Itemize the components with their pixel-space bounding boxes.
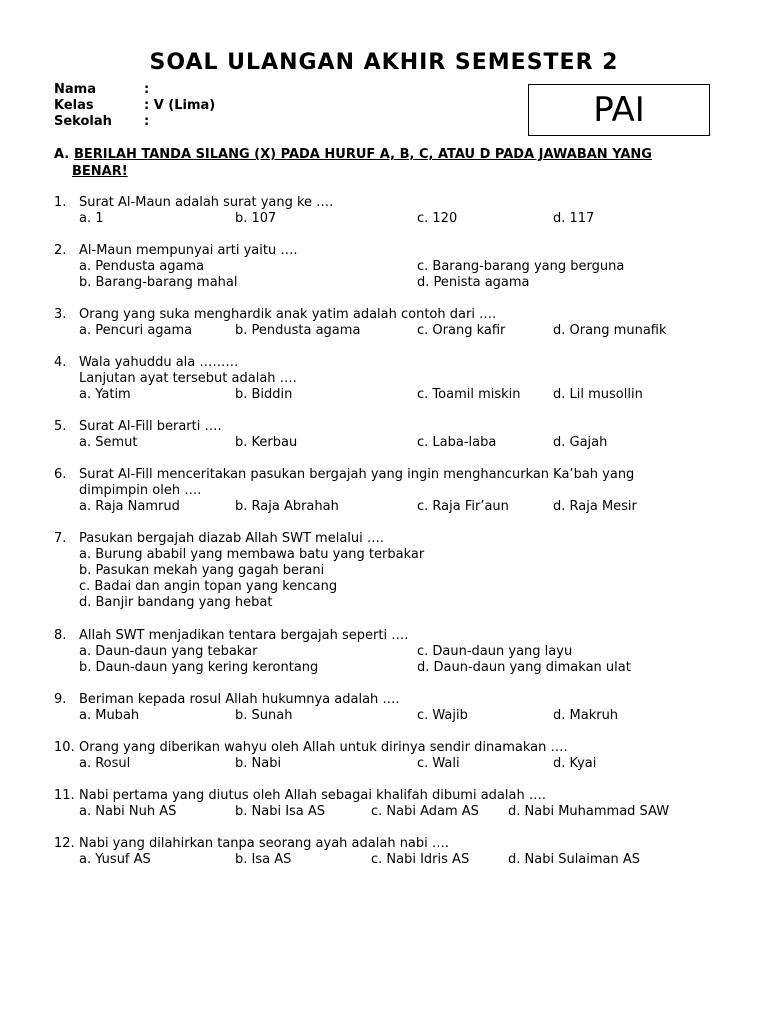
option-a[interactable]: a. Nabi Nuh AS xyxy=(79,804,177,819)
option-c[interactable]: c. Badai dan angin topan yang kencang xyxy=(79,579,338,594)
option-a[interactable]: a. Pendusta agama xyxy=(79,259,205,274)
option-c[interactable]: c. Laba-laba xyxy=(417,435,497,450)
question-stem: Surat Al-Maun adalah surat yang ke …. xyxy=(79,195,334,210)
nama-row xyxy=(54,82,215,98)
question-7 xyxy=(54,531,734,611)
question-10 xyxy=(54,740,734,772)
question-number: 4. xyxy=(54,355,67,370)
option-c[interactable]: c. Orang kafir xyxy=(417,323,506,338)
question-stem: Pasukan bergajah diazab Allah SWT melalui …. xyxy=(79,531,385,546)
question-number: 9. xyxy=(54,692,67,707)
option-c[interactable]: c. Daun-daun yang layu xyxy=(417,644,573,659)
nama-value: : xyxy=(144,82,150,97)
options-row xyxy=(79,804,734,820)
option-d[interactable]: d. Nabi Muhammad SAW xyxy=(508,804,670,819)
options-row xyxy=(79,387,734,403)
question-stem: Orang yang diberikan wahyu oleh Allah untuk dirinya sendir dinamakan …. xyxy=(79,740,568,755)
instruction-line-1: BERILAH TANDA SILANG (X) PADA HURUF A, B, C, ATAU D PADA JAWABAN YANG xyxy=(74,147,652,162)
option-b[interactable]: b. Isa AS xyxy=(235,852,292,867)
nama-label: Nama xyxy=(54,82,96,97)
option-d[interactable]: d. Makruh xyxy=(553,708,619,723)
question-6 xyxy=(54,467,734,515)
option-b[interactable]: b. Daun-daun yang kering kerontang xyxy=(79,660,319,675)
kelas-row xyxy=(54,98,215,114)
question-3 xyxy=(54,307,734,339)
kelas-value: : V (Lima) xyxy=(144,98,216,113)
question-stem: Nabi pertama yang diutus oleh Allah sebagai khalifah dibumi adalah …. xyxy=(79,788,546,803)
option-b[interactable]: b. Nabi Isa AS xyxy=(235,804,326,819)
option-c[interactable]: c. Nabi Adam AS xyxy=(371,804,479,819)
question-number: 3. xyxy=(54,307,67,322)
section-instruction xyxy=(54,146,714,180)
option-b[interactable]: b. Kerbau xyxy=(235,435,298,450)
option-c[interactable]: c. Raja Fir’aun xyxy=(417,499,509,514)
option-d[interactable]: d. 117 xyxy=(553,211,595,226)
option-c[interactable]: c. Wajib xyxy=(417,708,468,723)
question-number: 10. xyxy=(54,740,75,755)
option-d[interactable]: d. Daun-daun yang dimakan ulat xyxy=(417,660,631,675)
option-c[interactable]: c. 120 xyxy=(417,211,458,226)
question-11 xyxy=(54,788,734,820)
option-a[interactable]: a. Burung ababil yang membawa batu yang terbakar xyxy=(79,547,425,562)
option-b[interactable]: b. Raja Abrahah xyxy=(235,499,339,514)
page-title: SOAL ULANGAN AKHIR SEMESTER 2 xyxy=(149,50,619,75)
option-a[interactable]: a. Pencuri agama xyxy=(79,323,193,338)
question-stem: Al-Maun mempunyai arti yaitu …. xyxy=(79,243,298,258)
question-12 xyxy=(54,836,734,868)
sekolah-label: Sekolah xyxy=(54,114,112,129)
question-stem: Nabi yang dilahirkan tanpa seorang ayah adalah nabi …. xyxy=(79,836,450,851)
option-a[interactable]: a. Raja Namrud xyxy=(79,499,180,514)
option-a[interactable]: a. Yusuf AS xyxy=(79,852,151,867)
option-b[interactable]: b. 107 xyxy=(235,211,277,226)
option-c[interactable]: c. Toamil miskin xyxy=(417,387,521,402)
option-d[interactable]: d. Penista agama xyxy=(417,275,530,290)
option-c[interactable]: c. Wali xyxy=(417,756,460,771)
question-stem-line-2: Lanjutan ayat tersebut adalah …. xyxy=(79,371,297,386)
options-row xyxy=(79,708,734,724)
question-number: 11. xyxy=(54,788,75,803)
option-a[interactable]: a. Yatim xyxy=(79,387,131,402)
question-stem: Allah SWT menjadikan tentara bergajah seperti …. xyxy=(79,628,409,643)
kelas-label: Kelas xyxy=(54,98,94,113)
option-a[interactable]: a. Semut xyxy=(79,435,138,450)
subject-box: PAI xyxy=(528,84,710,136)
options-row xyxy=(79,259,734,275)
options-row xyxy=(79,323,734,339)
option-d[interactable]: d. Orang munafik xyxy=(553,323,667,338)
question-number: 5. xyxy=(54,419,67,434)
question-stem: Orang yang suka menghardik anak yatim adalah contoh dari …. xyxy=(79,307,497,322)
options-row xyxy=(79,275,734,291)
question-stem: Surat Al-Fill menceritakan pasukan bergajah yang ingin menghancurkan Ka’bah yang xyxy=(79,467,635,482)
instruction-line-2: BENAR! xyxy=(72,164,128,179)
question-number: 6. xyxy=(54,467,67,482)
question-number: 8. xyxy=(54,628,67,643)
sekolah-row xyxy=(54,114,215,130)
option-b[interactable]: b. Biddin xyxy=(235,387,293,402)
options-row xyxy=(79,435,734,451)
question-stem: Beriman kepada rosul Allah hukumnya adalah …. xyxy=(79,692,400,707)
option-d[interactable]: d. Lil musollin xyxy=(553,387,643,402)
question-1 xyxy=(54,195,734,227)
option-a[interactable]: a. Mubah xyxy=(79,708,140,723)
question-2 xyxy=(54,243,734,291)
question-number: 7. xyxy=(54,531,67,546)
option-b[interactable]: b. Barang-barang mahal xyxy=(79,275,238,290)
option-d[interactable]: d. Nabi Sulaiman AS xyxy=(508,852,641,867)
options-row xyxy=(79,211,734,227)
question-9 xyxy=(54,692,734,724)
options-row xyxy=(79,756,734,772)
option-a[interactable]: a. 1 xyxy=(79,211,104,226)
options-row xyxy=(79,644,734,660)
question-5 xyxy=(54,419,734,451)
question-4 xyxy=(54,355,734,403)
options-row xyxy=(79,852,734,868)
question-8 xyxy=(54,628,734,676)
option-b[interactable]: b. Sunah xyxy=(235,708,293,723)
option-d[interactable]: d. Raja Mesir xyxy=(553,499,637,514)
option-d[interactable]: d. Banjir bandang yang hebat xyxy=(79,595,273,610)
sekolah-value: : xyxy=(144,114,150,129)
option-b[interactable]: b. Pendusta agama xyxy=(235,323,361,338)
options-row xyxy=(79,660,734,676)
option-a[interactable]: a. Daun-daun yang tebakar xyxy=(79,644,258,659)
question-number: 1. xyxy=(54,195,67,210)
section-letter: A. xyxy=(54,147,70,162)
option-d[interactable]: d. Kyai xyxy=(553,756,597,771)
question-stem: Wala yahuddu ala ……… xyxy=(79,355,239,370)
option-d[interactable]: d. Gajah xyxy=(553,435,608,450)
question-stem: Surat Al-Fill berarti …. xyxy=(79,419,222,434)
option-b[interactable]: b. Nabi xyxy=(235,756,282,771)
option-b[interactable]: b. Pasukan mekah yang gagah berani xyxy=(79,563,325,578)
question-number: 12. xyxy=(54,836,75,851)
option-c[interactable]: c. Nabi Idris AS xyxy=(371,852,470,867)
option-a[interactable]: a. Rosul xyxy=(79,756,131,771)
options-row xyxy=(79,499,734,515)
option-c[interactable]: c. Barang-barang yang berguna xyxy=(417,259,625,274)
question-number: 2. xyxy=(54,243,67,258)
student-identity xyxy=(54,82,215,130)
question-stem-line-2: dimpimpin oleh …. xyxy=(79,483,202,498)
